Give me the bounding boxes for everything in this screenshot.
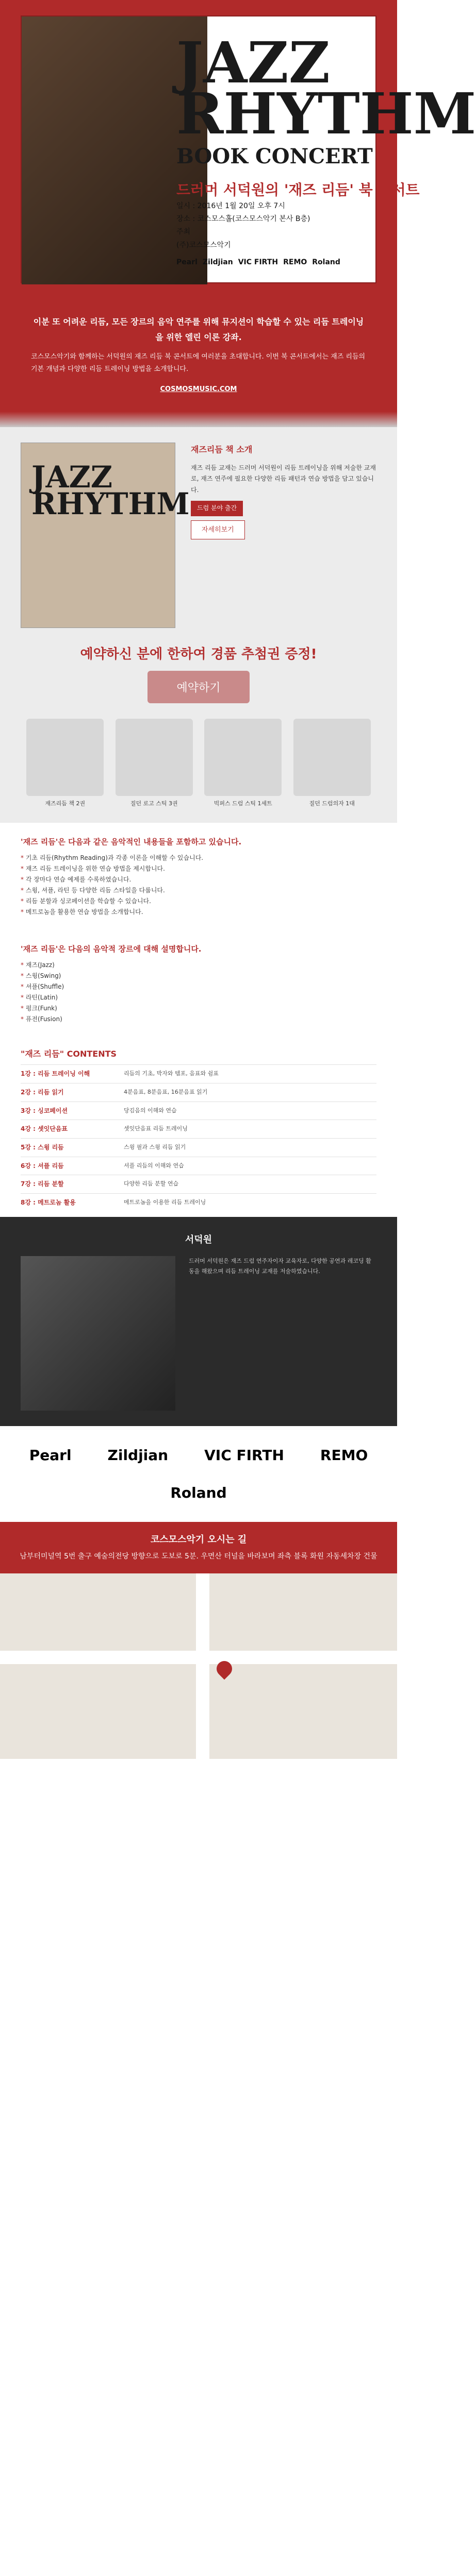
chapter-title: 1강 : 리듬 트레이닝 이해	[21, 1070, 90, 1078]
site-link[interactable]: COSMOSMUSIC.COM	[160, 385, 237, 394]
book-cover	[21, 443, 190, 628]
chapter-items: 4분음표, 8분음표, 16분음표 읽기	[124, 1089, 208, 1096]
event-date: 일시 : 2016년 1월 20일 오후 7시	[176, 202, 285, 211]
learn-list	[21, 960, 376, 1025]
sponsor-list	[176, 256, 362, 269]
host-label: 주최	[176, 228, 191, 236]
author-bio: 드러머 서덕원은 재즈 드럼 연주자이자 교육자로, 다양한 공연과 레코딩 활동을 해왔으며 리듬 트레이닝 교재를 저술하였습니다.	[189, 1257, 371, 1275]
chapter-row	[21, 1101, 376, 1120]
learn-item: * 재즈(Jazz)	[21, 960, 376, 971]
learn-item: * 셔플(Shuffle)	[21, 981, 376, 992]
host-name: (주)코스모스악기	[176, 241, 231, 249]
feature-item: * 기초 리듬(Rhythm Reading)과 각종 이론을 이해할 수 있습니다.	[21, 853, 376, 863]
feature-item: * 재즈 리듬 트레이닝을 위한 연습 방법을 제시합니다.	[21, 863, 376, 874]
directions-heading: 코스모스악기 오시는 길	[150, 1534, 247, 1545]
book-top	[21, 443, 376, 628]
feature-item: * 스윙, 셔플, 라틴 등 다양한 리듬 스타일을 다룹니다.	[21, 885, 376, 896]
learn	[0, 930, 397, 1037]
learn-item: * 펑크(Funk)	[21, 1003, 376, 1014]
chapter-title: 8강 : 메트로놈 활용	[21, 1199, 76, 1207]
chapter-items: 다양한 리듬 분할 연습	[124, 1180, 179, 1188]
chapter-row	[21, 1083, 376, 1101]
logo-pearl: Pearl	[29, 1446, 72, 1464]
prize-label: 빅퍼스 드럼 스틱 1세트	[214, 800, 272, 807]
intro-body: 코스모스악기와 함께하는 서덕원의 재즈 리듬 북 콘서트에 여러분을 초대합니다. 이번 북 콘서트에서는 재즈 리듬의 기본 개념과 다양한 리듬 트레이닝 방법을 소개합니다.	[31, 352, 366, 374]
chapter-row	[21, 1138, 376, 1157]
hero-title	[176, 29, 476, 199]
map-road	[196, 1573, 209, 1759]
contents	[0, 1037, 397, 1217]
sponsor-logos	[0, 1426, 397, 1522]
chapter-items: 당김음의 이해와 연습	[124, 1107, 177, 1114]
chapter-row	[21, 1193, 376, 1212]
location-map[interactable]	[0, 1573, 397, 1759]
features-heading: '재즈 리듬'은 다음과 같은 음악적인 내용들을 포함하고 있습니다.	[21, 837, 242, 846]
chapter-items: 리듬의 기초, 박자와 템포, 음표와 쉼표	[124, 1070, 219, 1077]
prize-label: 질던 드럼의자 1대	[309, 800, 355, 807]
logo-roland: Roland	[170, 1484, 227, 1501]
intro	[0, 304, 397, 412]
logo-remo: REMO	[320, 1446, 368, 1464]
prize-item	[26, 719, 104, 807]
book-heading: 재즈리듬 책 소개	[191, 444, 253, 454]
chapter-title: 2강 : 리듬 읽기	[21, 1089, 64, 1096]
promo	[21, 643, 376, 703]
chapter-row	[21, 1175, 376, 1193]
chapter-title: 6강 : 셔플 리듬	[21, 1162, 64, 1170]
prize-label: 재즈리듬 책 2권	[45, 800, 86, 807]
learn-item: * 라틴(Latin)	[21, 992, 376, 1003]
reserve-button[interactable]: 예약하기	[147, 671, 249, 703]
cover-title: JAZZ RHYTHM	[31, 459, 190, 522]
hero	[0, 0, 476, 304]
learn-heading: '재즈 리듬'은 다음의 음악적 장르에 대해 설명합니다.	[21, 944, 202, 954]
prize-image	[293, 719, 371, 796]
prize-label: 질던 로고 스틱 3권	[130, 800, 178, 807]
book-ribbon: 드럼 분야 출간	[191, 501, 243, 516]
sponsor-zildjian: Zildjian	[202, 258, 233, 266]
prize-list	[21, 719, 376, 807]
chapter-row	[21, 1120, 376, 1138]
prize-image	[204, 719, 282, 796]
sponsor-vicfirth: VIC FIRTH	[238, 258, 278, 266]
logo-vicfirth: VIC FIRTH	[204, 1446, 284, 1464]
chapter-items: 셋잇단음표 리듬 트레이닝	[124, 1125, 188, 1132]
chapter-items: 셔플 리듬의 이해와 연습	[124, 1162, 184, 1169]
chapter-items: 메트로놈을 이용한 리듬 트레이닝	[124, 1199, 206, 1206]
contents-heading: "재즈 리듬" CONTENTS	[21, 1049, 117, 1059]
book-text	[191, 443, 376, 628]
hero-poster	[21, 15, 476, 283]
chapter-title: 4강 : 셋잇단음표	[21, 1125, 68, 1133]
chapter-row	[21, 1064, 376, 1083]
prize-item	[116, 719, 193, 807]
chapter-title: 7강 : 리듬 분할	[21, 1180, 64, 1188]
chapter-row	[21, 1157, 376, 1175]
author-photo	[21, 1256, 175, 1411]
prize-image	[26, 719, 104, 796]
chapter-items: 스윙 필과 스윙 리듬 읽기	[124, 1144, 186, 1151]
chapter-title: 5강 : 스윙 리듬	[21, 1144, 64, 1151]
feature-item: * 각 장마다 연습 예제를 수록하였습니다.	[21, 874, 376, 885]
learn-item: * 퓨전(Fusion)	[21, 1014, 376, 1025]
event-place: 장소 : 코스모스홀(코스모스악기 본사 B층)	[176, 215, 310, 224]
book-detail-button[interactable]: 자세히보기	[191, 520, 245, 539]
learn-item: * 스윙(Swing)	[21, 971, 376, 981]
directions-desc: 남부터미널역 5번 출구 예술의전당 방향으로 도보로 5분. 우면산 터널을 바라보며 좌측 블록 화원 자동세차장 건물	[20, 1552, 377, 1561]
sponsor-remo: REMO	[283, 258, 307, 266]
intro-lead: 이분 또 어려운 리듬, 모든 장르의 음악 연주를 위해 뮤지션이 학습할 수 있는 리듬 트레이닝을 위한 엘린 이론 강좌.	[33, 317, 364, 343]
prize-item	[204, 719, 282, 807]
book-section	[0, 427, 397, 823]
features-list	[21, 853, 376, 918]
directions	[0, 1522, 397, 1573]
promo-title: 예약하신 분에 한하여 경품 추첨권 증정!	[80, 646, 317, 662]
sponsor-pearl: Pearl	[176, 258, 198, 266]
feature-item: * 리듬 분할과 싱코페이션을 학습할 수 있습니다.	[21, 896, 376, 907]
title-book-concert: BOOK CONCERT	[176, 144, 373, 168]
event-info	[176, 200, 362, 269]
title-jazz-rhythm: JAZZ RHYTHM	[176, 29, 476, 147]
prize-item	[293, 719, 371, 807]
feature-item: * 메트로놈을 활용한 연습 방법을 소개합니다.	[21, 907, 376, 918]
author-row	[21, 1256, 376, 1411]
divider	[0, 412, 397, 427]
chapter-title: 3강 : 싱코페이션	[21, 1107, 68, 1114]
logo-zildjian: Zildjian	[107, 1446, 169, 1464]
sponsor-roland: Roland	[312, 258, 340, 266]
prize-image	[116, 719, 193, 796]
author-section	[0, 1217, 397, 1426]
features	[0, 823, 397, 930]
author-heading: 서덕원	[185, 1234, 212, 1245]
book-description: 재즈 리듬 교재는 드러머 서덕원이 리듬 트레이닝을 위해 저술한 교재로, 재즈 연주에 필요한 다양한 리듬 패턴과 연습 방법을 담고 있습니다.	[191, 464, 376, 494]
title-korean: 드러머 서덕원의 '재즈 리듬' 북 콘서트	[176, 181, 420, 198]
